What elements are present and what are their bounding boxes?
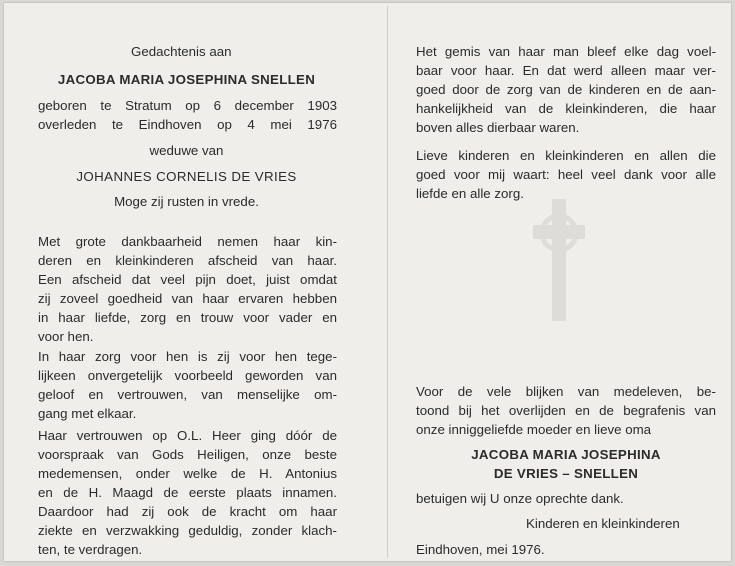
text-line: deren en kleinkinderen afscheid van haar. xyxy=(38,253,337,268)
text-line: gang met elkaar. xyxy=(38,406,137,421)
card-fold-line xyxy=(387,6,388,558)
deceased-name-line-1: JACOBA MARIA JOSEPHINA xyxy=(471,447,661,462)
text-line: Een afscheid dat veel pijn doet, juist omdat xyxy=(38,272,337,287)
text-line: onze inniggeliefde moeder en lieve oma xyxy=(416,422,652,437)
signature-family: Kinderen en kleinkinderen xyxy=(526,516,680,531)
text-line: ziekte en verzwakking geduldig, zonder klach- xyxy=(38,523,337,538)
text-line: geloof en vertrouwen, van menselijke om- xyxy=(38,387,337,402)
text-line: toond bij het overlijden en de begrafenis van xyxy=(416,403,716,418)
text-line: lijkeen onvergetelijk voorbeeld geworden van xyxy=(38,368,337,383)
text-line: Lieve kinderen en kleinkinderen en allen die xyxy=(416,148,716,163)
text-line: in haar liefde, zorg en trouw voor vader en xyxy=(38,310,337,325)
text-line: Haar vertrouwen op O.L. Heer ging dóór de xyxy=(38,428,337,443)
text-line: Daardoor had zij ook de kracht om haar xyxy=(38,504,337,519)
deceased-name: JACOBA MARIA JOSEPHINA SNELLEN xyxy=(57,72,316,87)
deceased-name-line-2: DE VRIES – SNELLEN xyxy=(493,466,639,481)
text-line: liefde en alle zorg. xyxy=(416,186,524,201)
gratitude-line: betuigen wij U onze oprechte dank. xyxy=(416,491,624,506)
celtic-cross-watermark-icon xyxy=(527,195,591,325)
birth-line: geboren te Stratum op 6 december 1903 xyxy=(38,98,337,113)
text-line: Voor de vele blijken van medeleven, be- xyxy=(416,384,716,399)
text-line: zij zoveel goedheid van haar ervaren hebben xyxy=(38,291,337,306)
text-line: baar voor haar. En dat werd alleen maar ver- xyxy=(416,63,716,78)
text-line: ten, te verdragen. xyxy=(38,542,143,557)
paragraph-example xyxy=(38,347,337,423)
place-and-date: Eindhoven, mei 1976. xyxy=(416,542,545,557)
paragraph-faith xyxy=(38,426,337,559)
paragraph-loss xyxy=(416,42,716,137)
death-line: overleden te Eindhoven op 4 mei 1976 xyxy=(38,117,337,132)
husband-name: JOHANNES CORNELIS DE VRIES xyxy=(76,169,297,184)
text-line: goed door de zorg van de kinderen en de aan- xyxy=(416,82,716,97)
text-line: goed voor mij waart: heel veel dank voor alle xyxy=(416,167,716,182)
paragraph-thanks xyxy=(416,382,716,439)
text-line: Met grote dankbaarheid nemen haar kin- xyxy=(38,234,337,249)
text-line: en de H. Maagd de eerste plaats innamen. xyxy=(38,485,337,500)
remembrance-heading: Gedachtenis aan xyxy=(131,44,232,59)
text-line: In haar zorg voor hen is zij voor hen tege- xyxy=(38,349,337,364)
text-line: medemensen, onder welke de H. Antonius xyxy=(38,466,337,481)
widow-of-label: weduwe van xyxy=(149,143,224,158)
rest-in-peace: Moge zij rusten in vrede. xyxy=(114,194,259,209)
text-line: hankelijkheid van de kleinkinderen, die haar xyxy=(416,101,716,116)
text-line: Het gemis van haar man bleef elke dag voel- xyxy=(416,44,716,59)
text-line: boven alles dierbaar waren. xyxy=(416,120,580,135)
text-line: voor hen. xyxy=(38,329,94,344)
text-line: voorspraak van Gods Heiligen, onze beste xyxy=(38,447,337,462)
paragraph-gratitude xyxy=(38,232,337,346)
